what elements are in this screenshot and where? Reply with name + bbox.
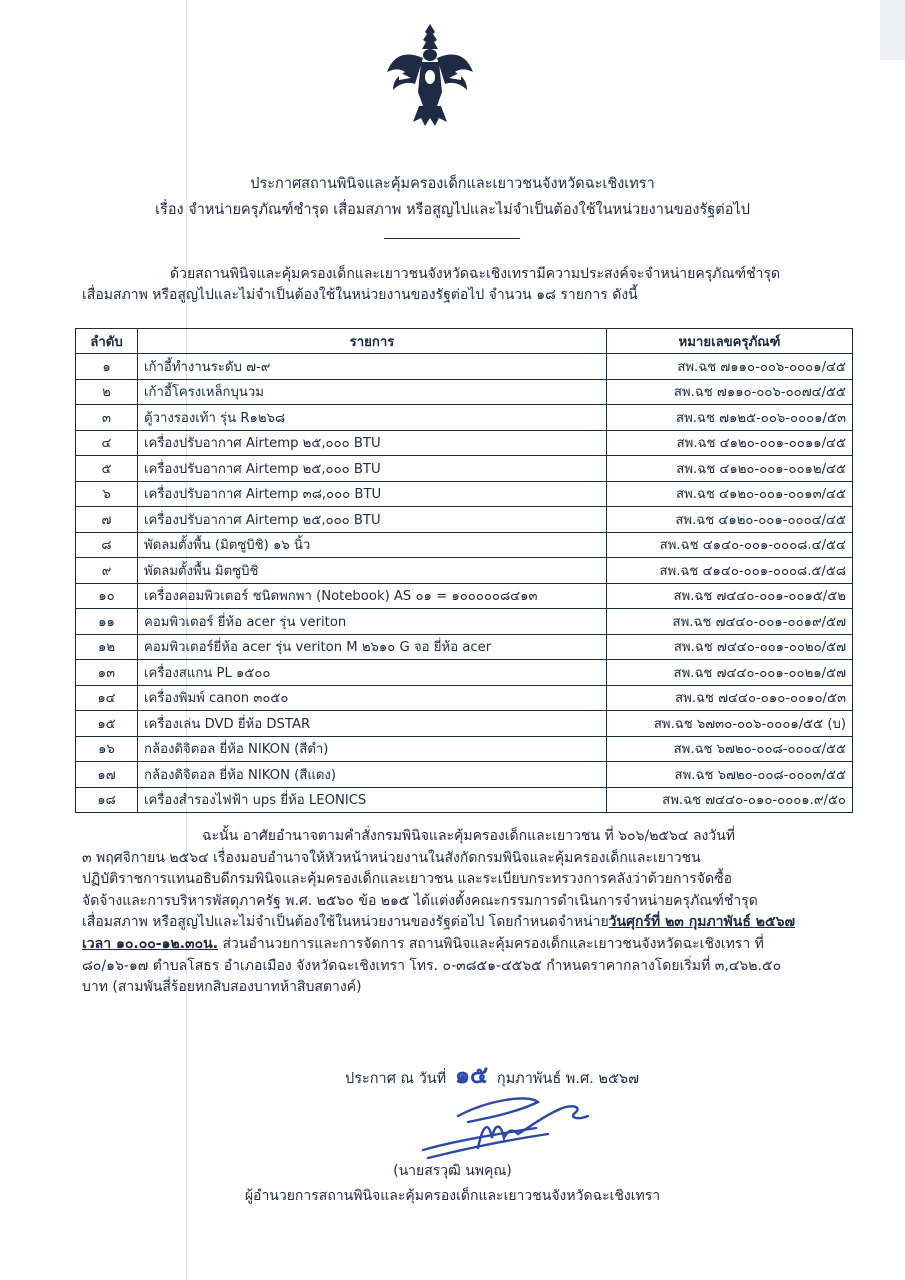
row-item: กล้องดิจิตอล ยี่ห้อ NIKON (สีดำ) — [138, 736, 607, 762]
row-asset-code: สพ.ฉช ๖๗๒๐-๐๐๘-๐๐๐๓/๕๕ — [607, 762, 853, 788]
row-asset-code: สพ.ฉช ๔๑๔๐-๐๐๑-๐๐๐๘.๕/๕๘ — [607, 558, 853, 584]
table-row — [76, 430, 853, 456]
intro-line-1: ด้วยสถานพินิจและคุ้มครองเด็กและเยาวชนจังหวัดฉะเชิงเทรามีความประสงค์จะจำหน่ายครุภัณฑ์ชำรุด — [170, 266, 781, 282]
table-row — [76, 711, 853, 737]
table-row — [76, 609, 853, 635]
announcement-subject: เรื่อง จำหน่ายครุภัณฑ์ชำรุด เสื่อมสภาพ หรือสูญไปและไม่จำเป็นต้องใช้ในหน่วยงานของรัฐต่อไป — [155, 202, 750, 218]
row-asset-code: สพ.ฉช ๗๔๔๐-๐๐๑-๐๐๒๑/๕๗ — [607, 660, 853, 686]
table-row — [76, 736, 853, 762]
signer-position: ผู้อำนวยการสถานพินิจและคุ้มครองเด็กและเยาวชนจังหวัดฉะเชิงเทรา — [244, 1188, 661, 1204]
row-item: พัดลมตั้งพื้น (มิตซูบิชิ) ๑๖ นิ้ว — [138, 532, 607, 558]
table-row — [76, 507, 853, 533]
table-row — [76, 481, 853, 507]
body-line: ๘๐/๑๖-๑๗ ตำบลโสธร อำเภอเมือง จังหวัดฉะเชิงเทรา โทร. ๐-๓๘๕๑-๔๕๖๕ กำหนดราคากลางโดยเริ่มที่ ๓,๔๖๒.๕๐ — [82, 957, 782, 974]
handwritten-signature — [418, 1088, 598, 1163]
row-item: เก้าอี้โครงเหล็กบุนวม — [138, 379, 607, 405]
table-row — [76, 379, 853, 405]
sale-date: วันศุกร์ที่ ๒๓ กุมภาพันธ์ ๒๕๖๗ — [608, 914, 795, 931]
divider — [384, 238, 520, 239]
table-row — [76, 583, 853, 609]
table-row — [76, 762, 853, 788]
row-asset-code: สพ.ฉช ๔๑๒๐-๐๐๑-๐๐๑๑/๔๕ — [607, 430, 853, 456]
row-item: เครื่องพิมพ์ canon ๓๐๕๐ — [138, 685, 607, 711]
row-item: เครื่องเล่น DVD ยี่ห้อ DSTAR — [138, 711, 607, 737]
table-row — [76, 405, 853, 431]
row-number: ๒ — [76, 379, 138, 405]
table-row — [76, 685, 853, 711]
row-asset-code: สพ.ฉช ๔๑๒๐-๐๐๑-๐๐๑๓/๔๕ — [607, 481, 853, 507]
row-asset-code: สพ.ฉช ๔๑๒๐-๐๐๑-๐๐๑๒/๔๕ — [607, 456, 853, 482]
row-asset-code: สพ.ฉช ๗๔๔๐-๐๑๐-๐๐๐๑.๙/๕๐ — [607, 787, 853, 813]
announce-prefix: ประกาศ ณ วันที่ — [345, 1071, 447, 1087]
announce-month: กุมภาพันธ์ — [496, 1071, 562, 1087]
row-number: ๑๗ — [76, 762, 138, 788]
row-number: ๑ — [76, 354, 138, 380]
table-row — [76, 787, 853, 813]
row-number: ๑๘ — [76, 787, 138, 813]
row-item: คอมพิวเตอร์ยี่ห้อ acer รุ่น veriton M ๒๖๑๐ G จอ ยี่ห้อ acer — [138, 634, 607, 660]
row-number: ๑๐ — [76, 583, 138, 609]
row-asset-code: สพ.ฉช ๗๔๔๐-๐๑๐-๐๐๑๐/๕๓ — [607, 685, 853, 711]
row-item: คอมพิวเตอร์ ยี่ห้อ acer รุ่น veriton — [138, 609, 607, 635]
row-asset-code: สพ.ฉช ๔๑๔๐-๐๐๑-๐๐๐๘.๔/๕๔ — [607, 532, 853, 558]
table-row — [76, 634, 853, 660]
row-item: เครื่องปรับอากาศ Airtemp ๓๘,๐๐๐ BTU — [138, 481, 607, 507]
announcement-title: ประกาศสถานพินิจและคุ้มครองเด็กและเยาวชนจังหวัดฉะเชิงเทรา — [250, 176, 655, 192]
body-line: ๓ พฤศจิกายน ๒๕๖๔ เรื่องมอบอำนาจให้หัวหน้าหน่วยงานในสังกัดกรมพินิจและคุ้มครองเด็กและเยาวชน — [82, 849, 701, 866]
row-asset-code: สพ.ฉช ๗๑๒๕-๐๐๖-๐๐๐๑/๕๓ — [607, 405, 853, 431]
table-row — [76, 354, 853, 380]
row-number: ๗ — [76, 507, 138, 533]
body-line — [82, 934, 834, 956]
row-item: เครื่องปรับอากาศ Airtemp ๒๕,๐๐๐ BTU — [138, 430, 607, 456]
body-text: เสื่อมสภาพ หรือสูญไปและไม่จำเป็นต้องใช้ในหน่วยงานของรัฐต่อไป โดยกำหนดจำหน่าย — [82, 914, 609, 931]
decision-paragraph — [82, 826, 834, 999]
body-line: ปฏิบัติราชการแทนอธิบดีกรมพินิจและคุ้มครองเด็กและเยาวชน และระเบียบกระทรวงการคลังว่าด้วยการจัดซื้อ — [82, 871, 733, 888]
row-number: ๑๔ — [76, 685, 138, 711]
table-row — [76, 532, 853, 558]
garuda-emblem-icon — [385, 22, 475, 132]
row-asset-code: สพ.ฉช ๗๔๔๐-๐๐๑-๐๐๑๕/๕๒ — [607, 583, 853, 609]
row-asset-code: สพ.ฉช ๖๗๒๐-๐๐๘-๐๐๐๔/๕๕ — [607, 736, 853, 762]
header-item: รายการ — [138, 329, 607, 354]
sale-time: เวลา ๑๐.๐๐-๑๒.๓๐น. — [82, 935, 219, 952]
row-number: ๑๖ — [76, 736, 138, 762]
body-line — [82, 912, 834, 934]
announce-year: พ.ศ. ๒๕๖๗ — [565, 1071, 640, 1087]
table-header-row — [76, 329, 853, 354]
row-item: ตู้วางรองเท้า รุ่น R๑๒๖๘ — [138, 405, 607, 431]
scan-corner — [880, 0, 905, 60]
row-number: ๑๑ — [76, 609, 138, 635]
body-line: ฉะนั้น อาศัยอำนาจตามคำสั่งกรมพินิจและคุ้มครองเด็กและเยาวชน ที่ ๖๐๖/๒๕๖๔ ลงวันที่ — [202, 828, 736, 844]
row-item: เครื่องปรับอากาศ Airtemp ๒๕,๐๐๐ BTU — [138, 507, 607, 533]
body-line: บาท (สามพันสี่ร้อยหกสิบสองบาทห้าสิบสตางค์) — [82, 979, 362, 996]
row-number: ๙ — [76, 558, 138, 584]
row-item: พัดลมตั้งพื้น มิตซูบิชิ — [138, 558, 607, 584]
row-item: เครื่องปรับอากาศ Airtemp ๒๕,๐๐๐ BTU — [138, 456, 607, 482]
body-text: ส่วนอำนวยการและการจัดการ สถานพินิจและคุ้มครองเด็กและเยาวชนจังหวัดฉะเชิงเทรา ที่ — [218, 935, 764, 952]
header-code: หมายเลขครุภัณฑ์ — [607, 329, 853, 354]
table-row — [76, 558, 853, 584]
signer-name: (นายสรวุฒิ นพคุณ) — [393, 1163, 512, 1179]
row-asset-code: สพ.ฉช ๗๑๑๐-๐๐๖-๐๐๐๑/๔๕ — [607, 354, 853, 380]
row-item: เครื่องคอมพิวเตอร์ ชนิดพกพา (Notebook) AS ๐๑ = ๑๐๐๐๐๐๘๔๑๓ — [138, 583, 607, 609]
row-number: ๑๒ — [76, 634, 138, 660]
row-number: ๕ — [76, 456, 138, 482]
row-number: ๔ — [76, 430, 138, 456]
announce-day: ๑๕ — [454, 1061, 489, 1089]
row-item: เครื่องสแกน PL ๑๕๐๐ — [138, 660, 607, 686]
row-asset-code: สพ.ฉช ๗๔๔๐-๐๐๑-๐๐๒๐/๕๗ — [607, 634, 853, 660]
row-number: ๓ — [76, 405, 138, 431]
row-number: ๖ — [76, 481, 138, 507]
header-no: ลำดับ — [76, 329, 138, 354]
row-asset-code: สพ.ฉช ๖๗๓๐-๐๐๖-๐๐๐๑/๕๕ (บ) — [607, 711, 853, 737]
asset-table — [75, 328, 853, 813]
row-item: กล้องดิจิตอล ยี่ห้อ NIKON (สีแดง) — [138, 762, 607, 788]
row-item: เครื่องสำรองไฟฟ้า ups ยี่ห้อ LEONICS — [138, 787, 607, 813]
row-item: เก้าอี้ทำงานระดับ ๗-๙ — [138, 354, 607, 380]
row-asset-code: สพ.ฉช ๔๑๒๐-๐๐๑-๐๐๐๔/๔๕ — [607, 507, 853, 533]
table-row — [76, 456, 853, 482]
row-number: ๑๕ — [76, 711, 138, 737]
row-number: ๑๓ — [76, 660, 138, 686]
table-row — [76, 660, 853, 686]
intro-line-2: เสื่อมสภาพ หรือสูญไปและไม่จำเป็นต้องใช้ในหน่วยงานของรัฐต่อไป จำนวน ๑๘ รายการ ดังนี้ — [82, 287, 638, 303]
body-line: จัดจ้างและการบริหารพัสดุภาครัฐ พ.ศ. ๒๕๖๐ ข้อ ๒๑๕ ได้แต่งตั้งคณะกรรมการดำเนินการจำหน่ายครุภัณฑ์ชำรุด — [82, 892, 758, 909]
row-asset-code: สพ.ฉช ๗๔๔๐-๐๐๑-๐๐๑๙/๕๗ — [607, 609, 853, 635]
row-asset-code: สพ.ฉช ๗๑๑๐-๐๐๖-๐๐๗๔/๕๕ — [607, 379, 853, 405]
row-number: ๘ — [76, 532, 138, 558]
